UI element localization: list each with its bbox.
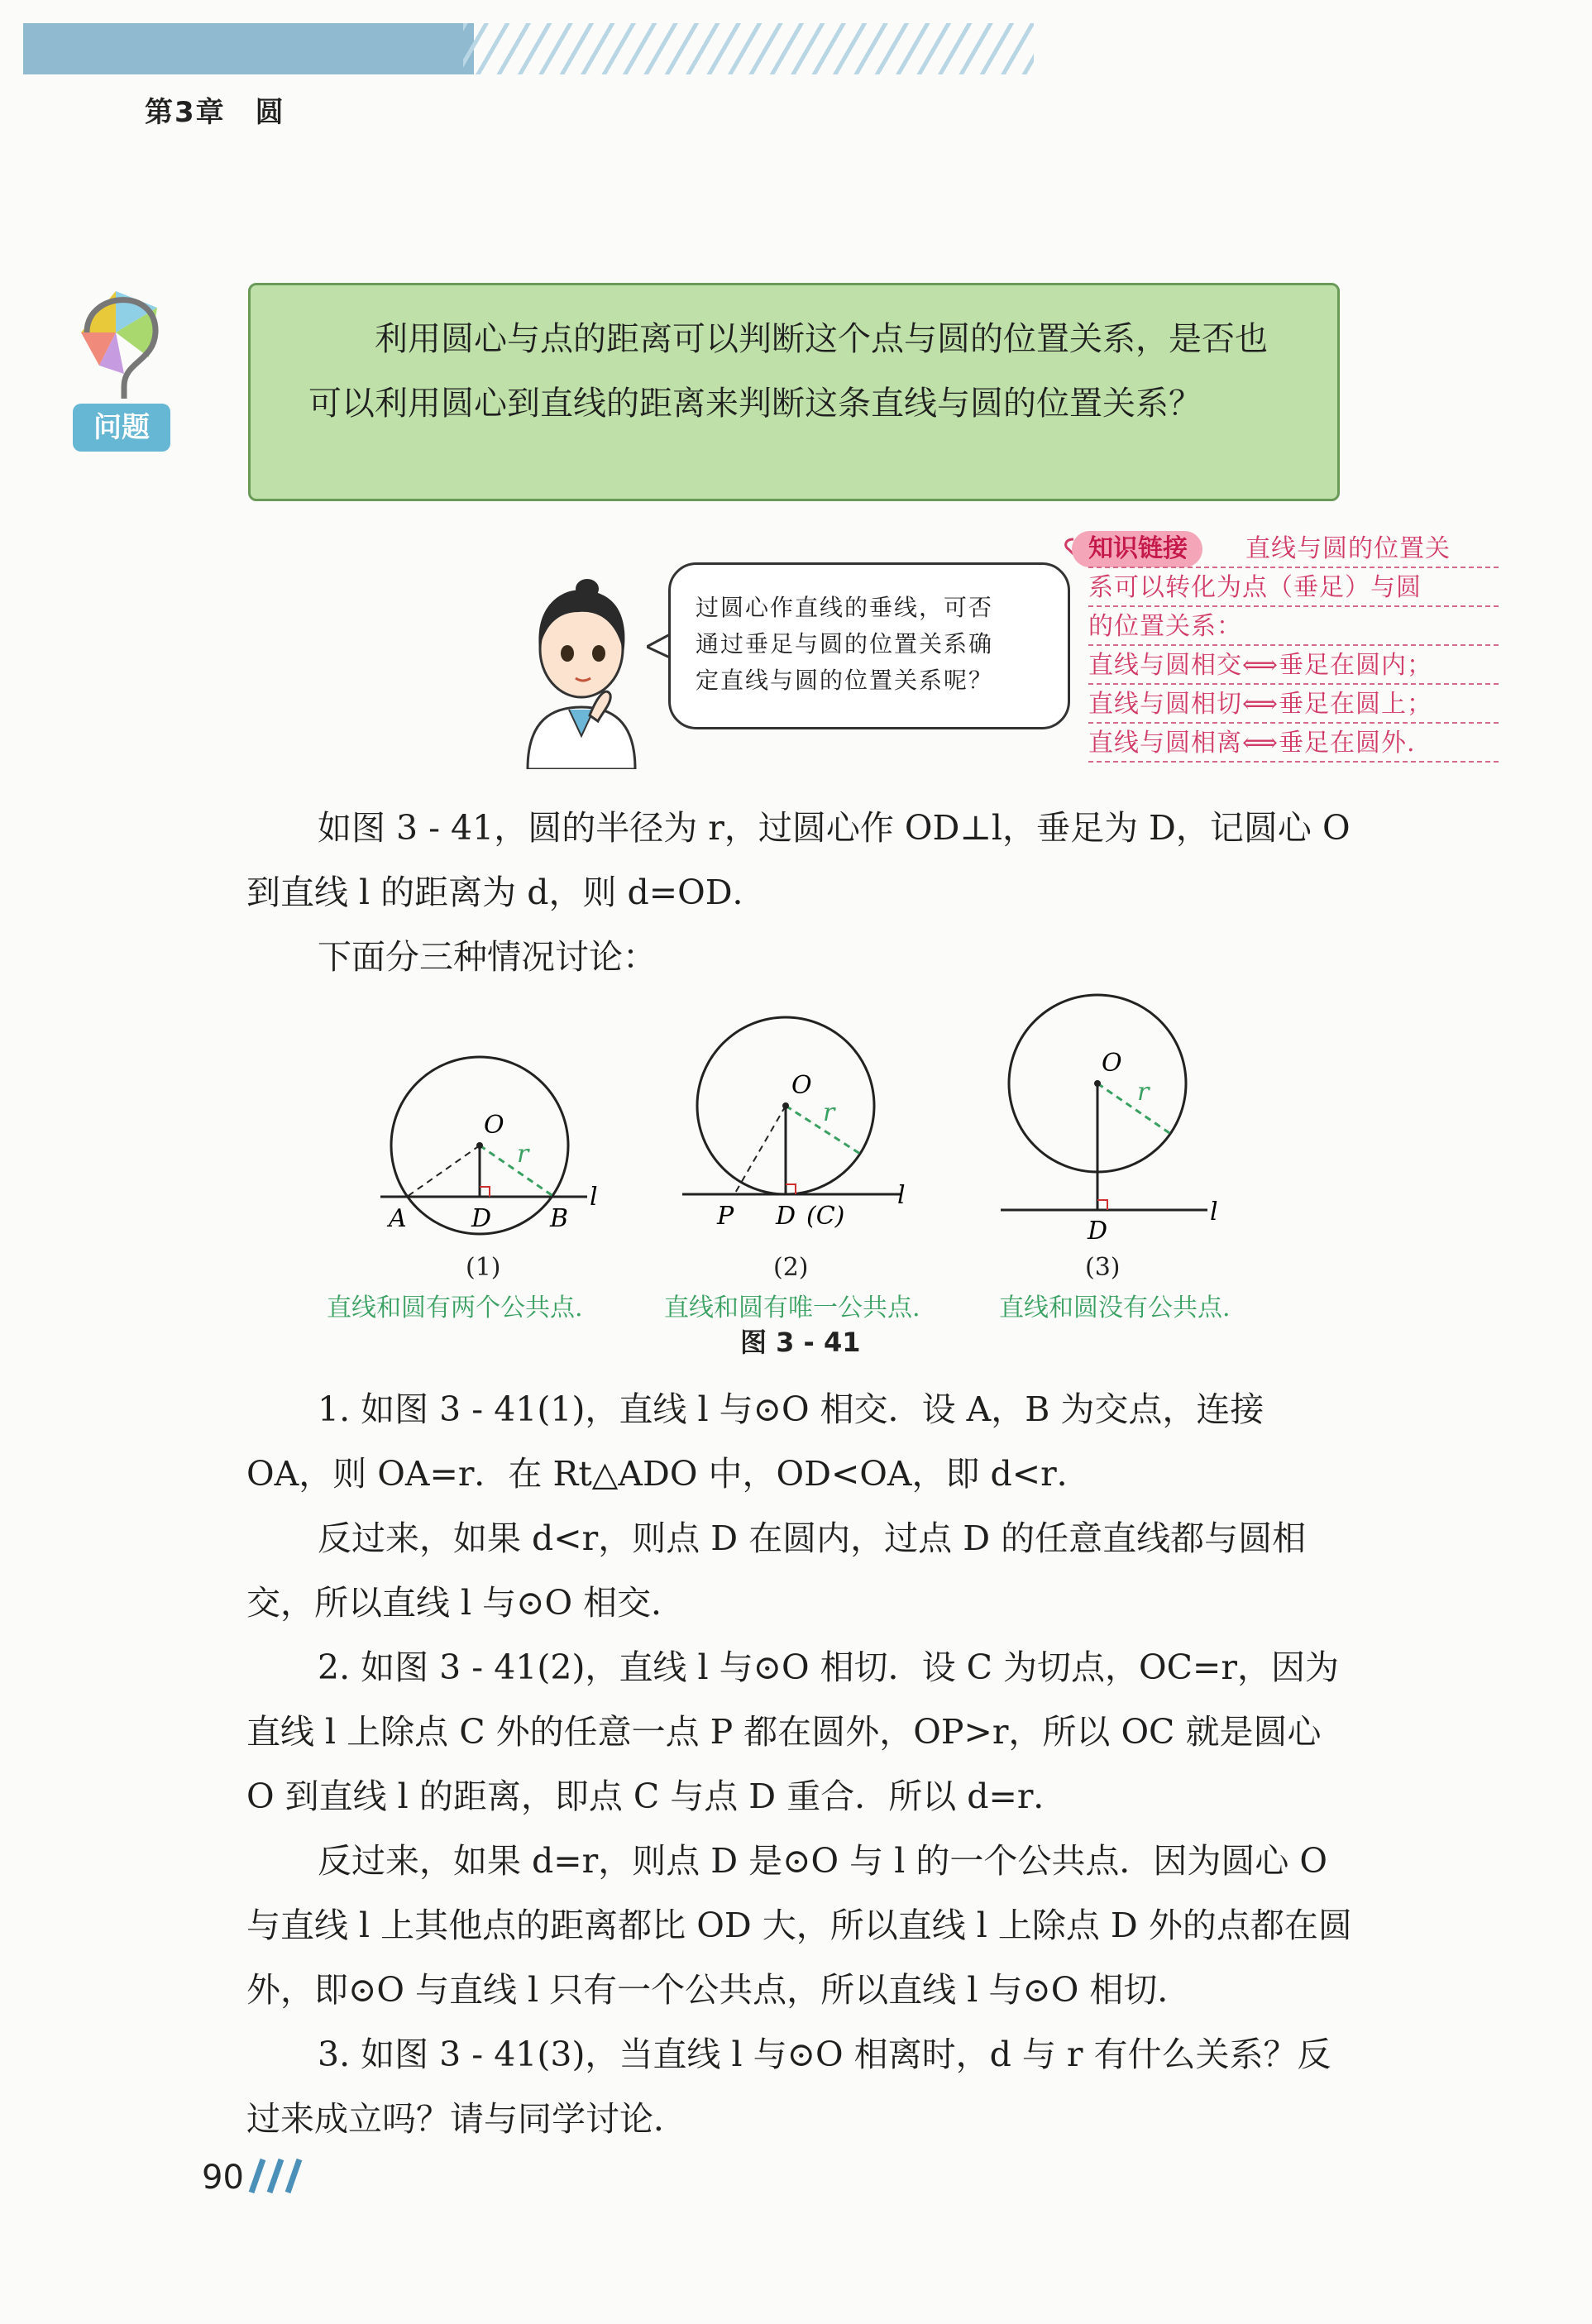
- panel-1-number: (1): [466, 1253, 501, 1282]
- question-badge: 问题: [73, 404, 170, 452]
- knowledge-link-label: 知识链接: [1072, 531, 1202, 567]
- center-point-2: [782, 1102, 789, 1109]
- chapter-title: 第3章 圆: [145, 96, 285, 129]
- right-angle-mark-1: [480, 1187, 490, 1197]
- label-r-1: r: [517, 1140, 529, 1169]
- panel-2-diagram: [682, 1017, 906, 1231]
- knowledge-link-line: 直线与圆的位置关: [1088, 529, 1499, 568]
- label-a-1: A: [389, 1204, 407, 1233]
- page-number-slashes-icon: [246, 2155, 313, 2197]
- bubble-line: 过圆心作直线的垂线，可否: [696, 594, 994, 621]
- intro-paragraph: 如图 3 - 41，圆的半径为 r，过圆心作 OD⊥l，垂足为 D，记圆心 O 到直线 l 的距离为 d，则 d=OD．: [246, 808, 1351, 912]
- knowledge-link-line: 直线与圆相切⟺垂足在圆上；: [1088, 685, 1499, 724]
- knowledge-link-line: 的位置关系：: [1088, 607, 1499, 646]
- center-point-3: [1094, 1080, 1101, 1087]
- case-paragraph: 反过来，如果 d<r，则点 D 在圆内，过点 D 的任意直线都与圆相交，所以直线 l 与⊙O 相交．: [246, 1518, 1307, 1623]
- bubble-line: 通过垂足与圆的位置关系确: [696, 630, 994, 658]
- figure-title: 图 3 - 41: [740, 1327, 861, 1358]
- label-o-1: O: [484, 1111, 504, 1140]
- panel-1-caption: 直线和圆有两个公共点.: [327, 1294, 583, 1322]
- radius-3: [1097, 1083, 1172, 1135]
- label-o-2: O: [791, 1071, 812, 1100]
- label-b-1: B: [550, 1204, 569, 1233]
- label-d-3: D: [1088, 1217, 1108, 1246]
- panel-3-number: (3): [1085, 1253, 1121, 1282]
- knowledge-link-line: 直线与圆相交⟺垂足在圆内；: [1088, 646, 1499, 685]
- speech-bubble: [668, 562, 1070, 729]
- label-r-3: r: [1137, 1078, 1150, 1107]
- knowledge-link-line: 直线与圆相离⟺垂足在圆外.: [1088, 724, 1499, 763]
- cases-section: [246, 1377, 1355, 2151]
- case-paragraph: 反过来，如果 d=r，则点 D 是⊙O 与 l 的一个公共点．因为圆心 O 与直线 l 上其他点的距离都比 OD 大，所以直线 l 上除点 D 外的点都在圆外，即⊙O 与直线 l 只有一个公共点，所以直线 l 与⊙O 相切．: [246, 1841, 1352, 2010]
- case-paragraph: 1. 如图 3 - 41(1)，直线 l 与⊙O 相交．设 A，B 为交点，连接 OA，则 OA=r．在 Rt△ADO 中，OD<OA，即 d<r．: [246, 1389, 1265, 1494]
- label-l-3: l: [1210, 1198, 1218, 1227]
- intro-paragraph: 下面分三种情况讨论：: [318, 937, 657, 977]
- case-paragraph: 3. 如图 3 - 41(3)，当直线 l 与⊙O 相离时，d 与 r 有什么关系？反过来成立吗？请与同学讨论．: [246, 2035, 1331, 2139]
- label-l-1: l: [590, 1183, 598, 1212]
- label-d-1: D: [471, 1204, 492, 1233]
- panel-2-number: (2): [773, 1253, 809, 1282]
- label-c-2: (C): [806, 1202, 845, 1231]
- knowledge-link-line: 系可以转化为点（垂足）与圆: [1088, 568, 1499, 607]
- page-number: 90: [202, 2159, 244, 2197]
- knowledge-link-text: [1088, 529, 1499, 763]
- panel-2-caption: 直线和圆有唯一公共点.: [664, 1294, 920, 1322]
- girl-thinking-illustration: [519, 571, 643, 769]
- bubble-line: 定直线与圆的位置关系呢？: [696, 667, 994, 694]
- question-text: 利用圆心与点的距离可以判断这个点与圆的位置关系，是否也可以利用圆心到直线的距离来判断这条直线与圆的位置关系？: [308, 320, 1268, 423]
- panel-1-diagram: [380, 1057, 598, 1234]
- panel-3-caption: 直线和圆没有公共点.: [999, 1294, 1231, 1322]
- label-d-2: D: [776, 1202, 796, 1231]
- label-o-3: O: [1102, 1049, 1122, 1078]
- center-point-1: [476, 1142, 483, 1149]
- label-l-2: l: [897, 1181, 906, 1210]
- header-stripes: [463, 23, 1034, 74]
- segment-op-2: [734, 1106, 786, 1194]
- label-p-2: P: [717, 1202, 734, 1231]
- panel-3-diagram: [1001, 995, 1218, 1246]
- label-r-2: r: [823, 1098, 835, 1127]
- header-band: [23, 23, 474, 74]
- case-paragraph: 2. 如图 3 - 41(2)，直线 l 与⊙O 相切．设 C 为切点，OC=r，因为直线 l 上除点 C 外的任意一点 P 都在圆外，OP>r，所以 OC 就是圆心 O 到直线 l 的距离，即点 C 与点 D 重合．所以 d=r．: [246, 1647, 1339, 1816]
- right-angle-mark-3: [1097, 1200, 1107, 1210]
- intro-section: [246, 796, 1355, 989]
- segment-oa-1: [407, 1145, 480, 1197]
- question-box: [248, 283, 1340, 501]
